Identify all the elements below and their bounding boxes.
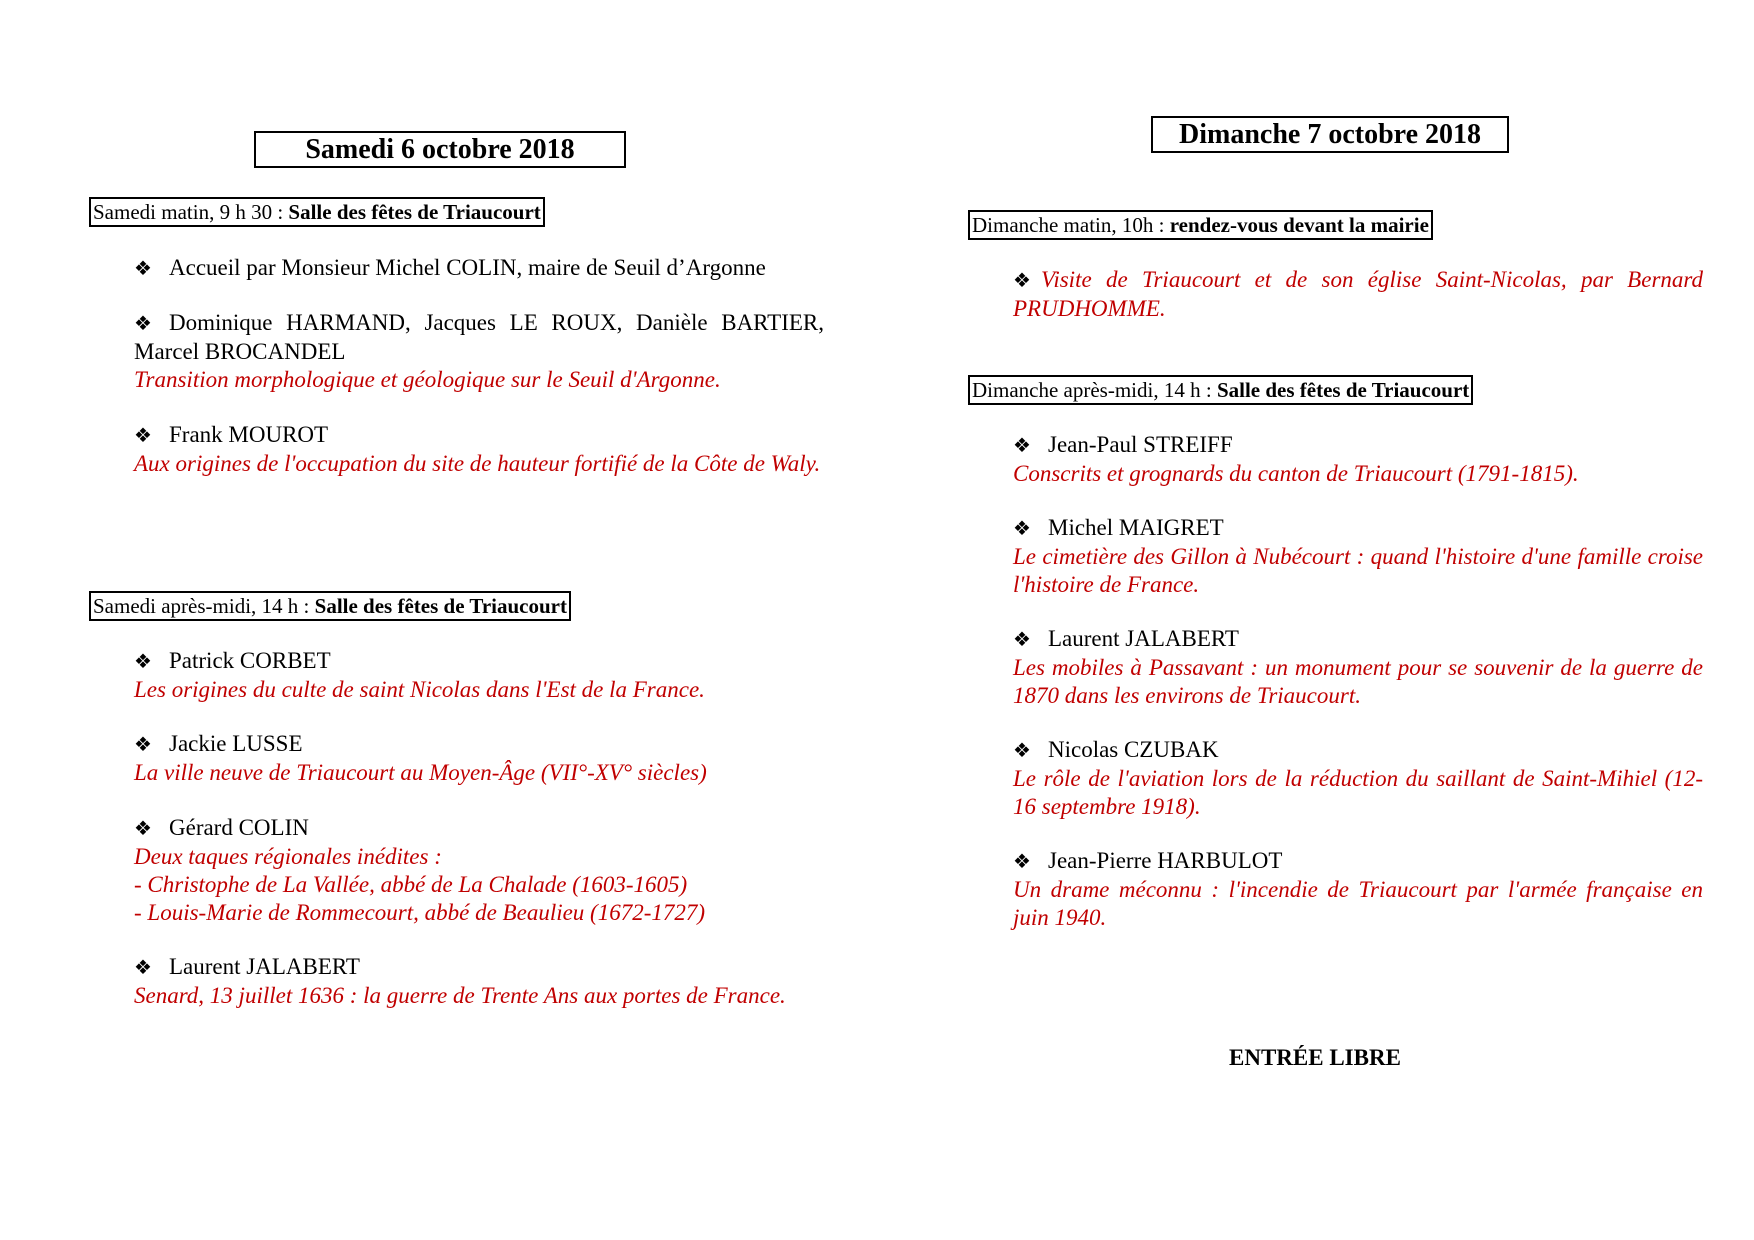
free-entry-notice: ENTRÉE LIBRE	[1229, 1045, 1401, 1070]
speaker: Patrick CORBET	[169, 648, 331, 673]
speaker: Laurent JALABERT	[169, 954, 360, 979]
bullet-icon: ❖	[1013, 740, 1031, 762]
list-item	[1013, 736, 1703, 821]
talk-title: Deux taques régionales inédites :	[134, 844, 442, 869]
list-item	[1013, 625, 1703, 710]
bullet-icon: ❖	[1013, 851, 1031, 873]
saturday-title: Samedi 6 octobre 2018	[254, 131, 626, 168]
bullet-icon: ❖	[1013, 270, 1031, 292]
talk-title: Le cimetière des Gillon à Nubécourt : quand l'histoire d'une famille croise l'histoire de France.	[1013, 544, 1703, 597]
session-place: rendez-vous devant la mairie	[1169, 213, 1429, 237]
speaker: Frank MOUROT	[169, 422, 329, 447]
sunday-morning-header	[968, 210, 1433, 240]
talk-title: Le rôle de l'aviation lors de la réduction du saillant de Saint-Mihiel (12-16 septembre 1918).	[1013, 766, 1703, 819]
list-item	[1013, 514, 1703, 599]
list-item	[1013, 266, 1703, 323]
speaker: Laurent JALABERT	[1048, 626, 1239, 651]
bullet-icon: ❖	[1013, 518, 1031, 540]
speaker: Jean-Pierre HARBULOT	[1048, 848, 1283, 873]
list-item	[134, 647, 834, 704]
speaker: Nicolas CZUBAK	[1048, 737, 1219, 762]
speaker: Jackie LUSSE	[169, 731, 303, 756]
talk-title-line: - Christophe de La Vallée, abbé de La Chalade (1603-1605)	[134, 872, 688, 897]
saturday-afternoon-header	[89, 591, 571, 621]
bullet-icon: ❖	[1013, 629, 1031, 651]
talk-title: Un drame méconnu : l'incendie de Triaucourt par l'armée française en juin 1940.	[1013, 877, 1703, 930]
talk-title: Les mobiles à Passavant : un monument pour se souvenir de la guerre de 1870 dans les environs de Triaucourt.	[1013, 655, 1703, 708]
sunday-afternoon-header	[968, 375, 1473, 405]
sunday-title: Dimanche 7 octobre 2018	[1151, 116, 1509, 153]
list-item	[134, 254, 824, 283]
talk-title: Senard, 13 juillet 1636 : la guerre de Trente Ans aux portes de France.	[134, 983, 786, 1008]
session-time: Samedi après-midi, 14 h :	[93, 594, 315, 618]
saturday-morning-header	[89, 197, 545, 227]
speaker: Michel MAIGRET	[1048, 515, 1224, 540]
list-item	[134, 309, 824, 394]
list-item	[134, 814, 834, 927]
bullet-icon: ❖	[134, 734, 152, 756]
list-item	[134, 730, 834, 787]
talk-title: La ville neuve de Triaucourt au Moyen-Âge (VII°-XV° siècles)	[134, 760, 707, 785]
bullet-icon: ❖	[134, 957, 152, 979]
list-item	[1013, 847, 1703, 932]
bullet-icon: ❖	[134, 425, 152, 447]
session-time: Dimanche après-midi, 14 h :	[972, 378, 1217, 402]
talk-title: Les origines du culte de saint Nicolas dans l'Est de la France.	[134, 677, 705, 702]
session-place: Salle des fêtes de Triaucourt	[314, 594, 567, 618]
talk-title: Transition morphologique et géologique sur le Seuil d'Argonne.	[134, 367, 721, 392]
talk-title: Visite de Triaucourt et de son église Saint-Nicolas, par Bernard PRUDHOMME.	[1013, 267, 1703, 321]
session-place: Salle des fêtes de Triaucourt	[288, 200, 541, 224]
speaker: Accueil par Monsieur Michel COLIN, maire de Seuil d’Argonne	[169, 255, 766, 280]
talk-title-line: - Louis-Marie de Rommecourt, abbé de Beaulieu (1672-1727)	[134, 900, 706, 925]
bullet-icon: ❖	[134, 651, 152, 673]
bullet-icon: ❖	[134, 818, 152, 840]
speaker: Gérard COLIN	[169, 815, 309, 840]
list-item	[1013, 431, 1703, 488]
bullet-icon: ❖	[134, 258, 152, 280]
session-time: Samedi matin, 9 h 30 :	[93, 200, 289, 224]
speaker: Dominique HARMAND, Jacques LE ROUX, Danièle BARTIER, Marcel BROCANDEL	[134, 310, 824, 364]
talk-title: Aux origines de l'occupation du site de hauteur fortifié de la Côte de Waly.	[134, 451, 821, 476]
bullet-icon: ❖	[1013, 435, 1031, 457]
speaker: Jean-Paul STREIFF	[1048, 432, 1233, 457]
session-place: Salle des fêtes de Triaucourt	[1216, 378, 1470, 402]
bullet-icon: ❖	[134, 313, 152, 335]
talk-title: Conscrits et grognards du canton de Triaucourt (1791-1815).	[1013, 461, 1579, 486]
session-time: Dimanche matin, 10h :	[972, 213, 1170, 237]
list-item	[134, 953, 854, 1010]
list-item	[134, 421, 824, 478]
